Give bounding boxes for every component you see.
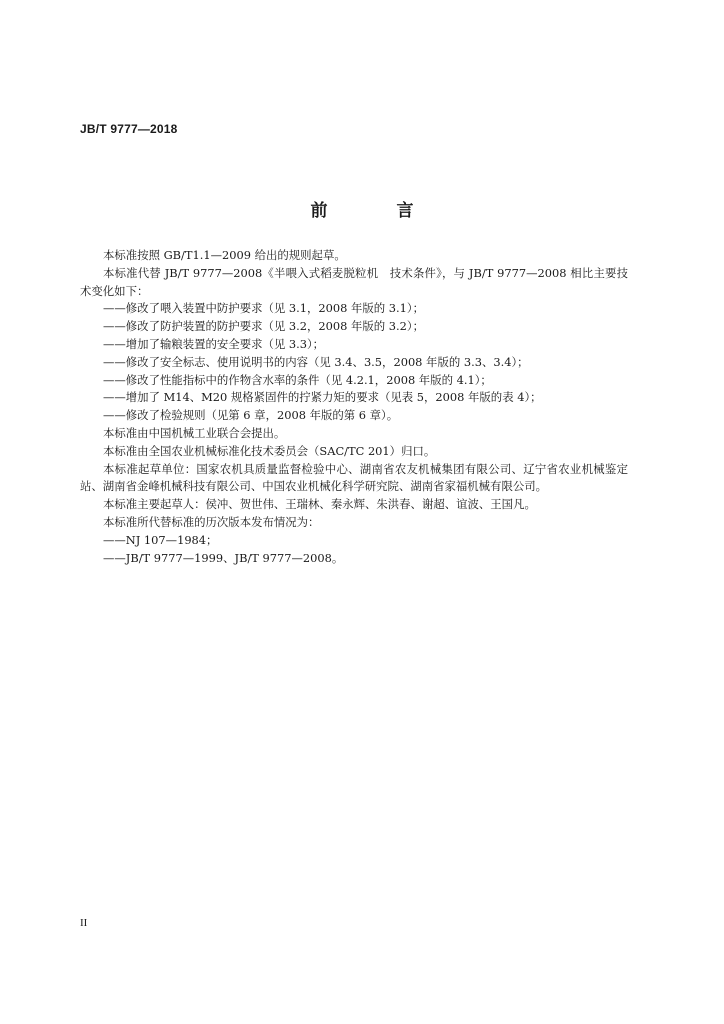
drafting-rules-paragraph: 本标准按照 GB/T1.1—2009 给出的规则起草。	[103, 248, 346, 262]
page-number: II	[80, 917, 88, 929]
change-item: ——修改了安全标志、使用说明书的内容（见 3.4、3.5，2008 年版的 3.3、3.4）；	[103, 354, 529, 369]
change-item: ——修改了喂入装置中防护要求（见 3.1，2008 年版的 3.1）；	[103, 301, 424, 316]
replacement-paragraph: 本标准代替 JB/T 9777—2008《半喂入式稻麦脱粒机 技术条件》，与 JB/T 9777—2008 相比主要技术变化如下：	[80, 265, 628, 298]
committee-paragraph: 本标准由全国农业机械标准化技术委员会（SAC/TC 201）归口。	[103, 443, 436, 458]
page-title: 前 言	[310, 201, 440, 221]
history-intro-paragraph: 本标准所代替标准的历次版本发布情况为：	[103, 514, 320, 529]
foreword-body	[80, 247, 628, 567]
drafters-paragraph: 本标准主要起草人：侯冲、贺世伟、王瑞林、秦永辉、朱洪春、谢超、谊波、王国凡。	[103, 497, 536, 512]
standard-code: JB/T 9777—2018	[80, 122, 178, 136]
history-item: ——NJ 107—1984；	[103, 532, 218, 547]
change-item: ——修改了性能指标中的作物含水率的条件（见 4.2.1，2008 年版的 4.1）；	[103, 372, 492, 387]
history-item: ——JB/T 9777—1999、JB/T 9777—2008。	[103, 550, 344, 565]
change-item: ——增加了 M14、M20 规格紧固件的拧紧力矩的要求（见表 5，2008 年版的表 4）；	[103, 390, 542, 405]
change-item: ——增加了输粮装置的安全要求（见 3.3）；	[103, 336, 325, 351]
change-item: ——修改了检验规则（见第 6 章，2008 年版的第 6 章）。	[103, 408, 399, 423]
proposer-paragraph: 本标准由中国机械工业联合会提出。	[103, 425, 286, 440]
drafting-units-paragraph: 本标准起草单位：国家农机具质量监督检验中心、湖南省农友机械集团有限公司、辽宁省农业机械鉴定站、湖南省金峰机械科技有限公司、中国农业机械化科学研究院、湖南省家福机械有限公司。	[80, 461, 628, 494]
change-item: ——修改了防护装置的防护要求（见 3.2，2008 年版的 3.2）；	[103, 319, 424, 334]
